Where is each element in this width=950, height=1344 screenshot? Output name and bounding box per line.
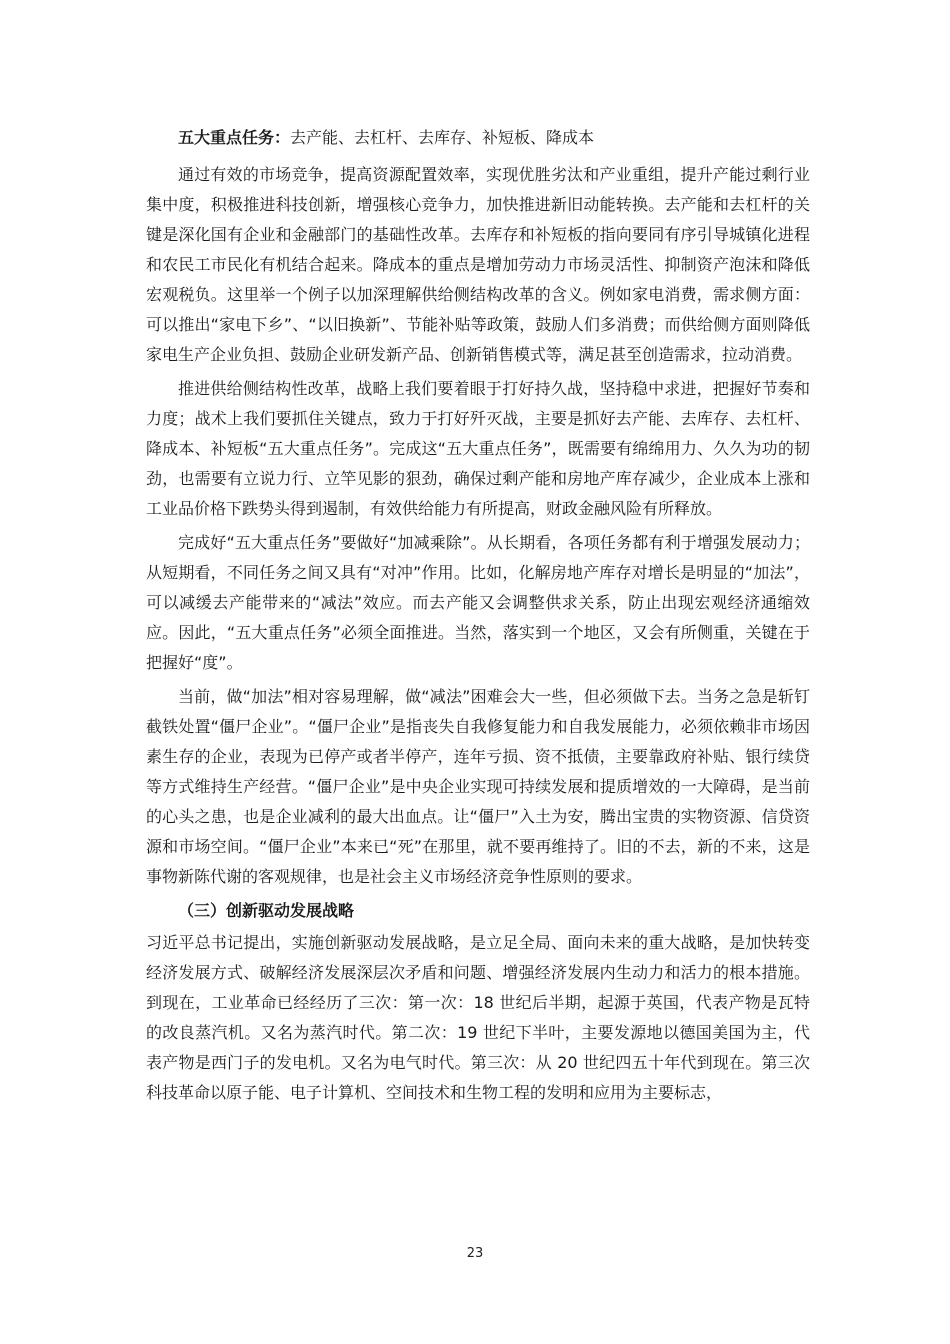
- paragraph-supply-side-tasks: 通过有效的市场竞争，提高资源配置效率，实现优胜劣汰和产业重组，提升产能过剩行业集中度，积极推进科技创新，增强核心竞争力，加快推进新旧动能转换。去产能和去杠杆的关键是深化国有企业和金融部门的基础性改革。去库存和补短板的指向要同有序引导城镇化进程和农民工市民化有机结合起来。降成本的重点是增加劳动力市场灵活性、抑制资产泡沫和降低宏观税负。这里举一个例子以加深理解供给侧结构改革的含义。例如家电消费，需求侧方面：可以推出“家电下乡”、“以旧换新”、节能补贴等政策，鼓励人们多消费；而供给侧方面则降低家电生产企业负担、鼓励企业研发新产品、创新销售模式等，满足甚至创造需求，拉动消费。: [146, 165, 810, 364]
- task-heading: [146, 122, 810, 154]
- document-body: [146, 118, 810, 1112]
- paragraph-innovation: 习近平总书记提出，实施创新驱动发展战略，是立足全局、面向未来的重大战略，是加快转变经济发展方式、破解经济发展深层次矛盾和问题、增强经济发展内生动力和活力的根本措施。到现在，工业革命已经经历了三次：第一次：18 世纪后半期，起源于英国，代表产物是瓦特的改良蒸汽机。又名为蒸汽时代。第二次：19 世纪下半叶，主要发源地以德国美国为主，代表产物是西门子的发电机。又名为电气时代。第三次：从 20 世纪四五十年代到现在。第三次科技革命以原子能、电子计算机、空间技术和生物工程的发明和应用为主要标志，: [146, 933, 810, 1102]
- section-heading-innovation: （三）创新驱动发展战略: [178, 901, 355, 920]
- page-number: 23: [466, 1246, 484, 1261]
- paragraph-add-subtract: 完成好“五大重点任务”要做好“加减乘除”。从长期看，各项任务都有利于增强发展动力；从短期看，不同任务之间又具有“对冲”作用。比如，化解房地产库存对增长是明显的“加法”，可以减缓去产能带来的“减法”效应。而去产能又会调整供求关系，防止出现宏观经济通缩效应。因此，“五大重点任务”必须全面推进。当然，落实到一个地区，又会有所侧重，关键在于把握好“度”。: [146, 533, 810, 672]
- task-heading-label: 五大重点任务：: [178, 128, 291, 147]
- task-heading-items: 去产能、去杠杆、去库存、补短板、降成本: [290, 128, 595, 147]
- paragraph-zombie-enterprises: 当前，做“加法”相对容易理解，做“减法”困难会大一些，但必须做下去。当务之急是斩钉截铁处置“僵尸企业”。“僵尸企业”是指丧失自我修复能力和自我发展能力，必须依赖非市场因素生存的企业，表现为已停产或者半停产，连年亏损、资不抵债，主要靠政府补贴、银行续贷等方式维持生产经营。“僵尸企业”是中央企业实现可持续发展和提质增效的一大障碍，是当前的心头之患，也是企业减利的最大出血点。让“僵尸”入土为安，腾出宝贵的实物资源、信贷资源和市场空间。“僵尸企业”本来已“死”在那里，就不要再维持了。旧的不去，新的不来，这是事物新陈代谢的客观规律，也是社会主义市场经济竞争性原则的要求。: [146, 687, 810, 886]
- paragraph-strategy: 推进供给侧结构性改革，战略上我们要着眼于打好持久战，坚持稳中求进，把握好节奏和力度；战术上我们要抓住关键点，致力于打好歼灭战，主要是抓好去产能、去库存、去杠杆、降成本、补短板“五大重点任务”。完成这“五大重点任务”，既需要有绵绵用力、久久为功的韧劲，也需要有立说力行、立竿见影的狠劲，确保过剩产能和房地产库存减少，企业成本上涨和工业品价格下跌势头得到遏制，有效供给能力有所提高，财政金融风险有所释放。: [146, 379, 810, 518]
